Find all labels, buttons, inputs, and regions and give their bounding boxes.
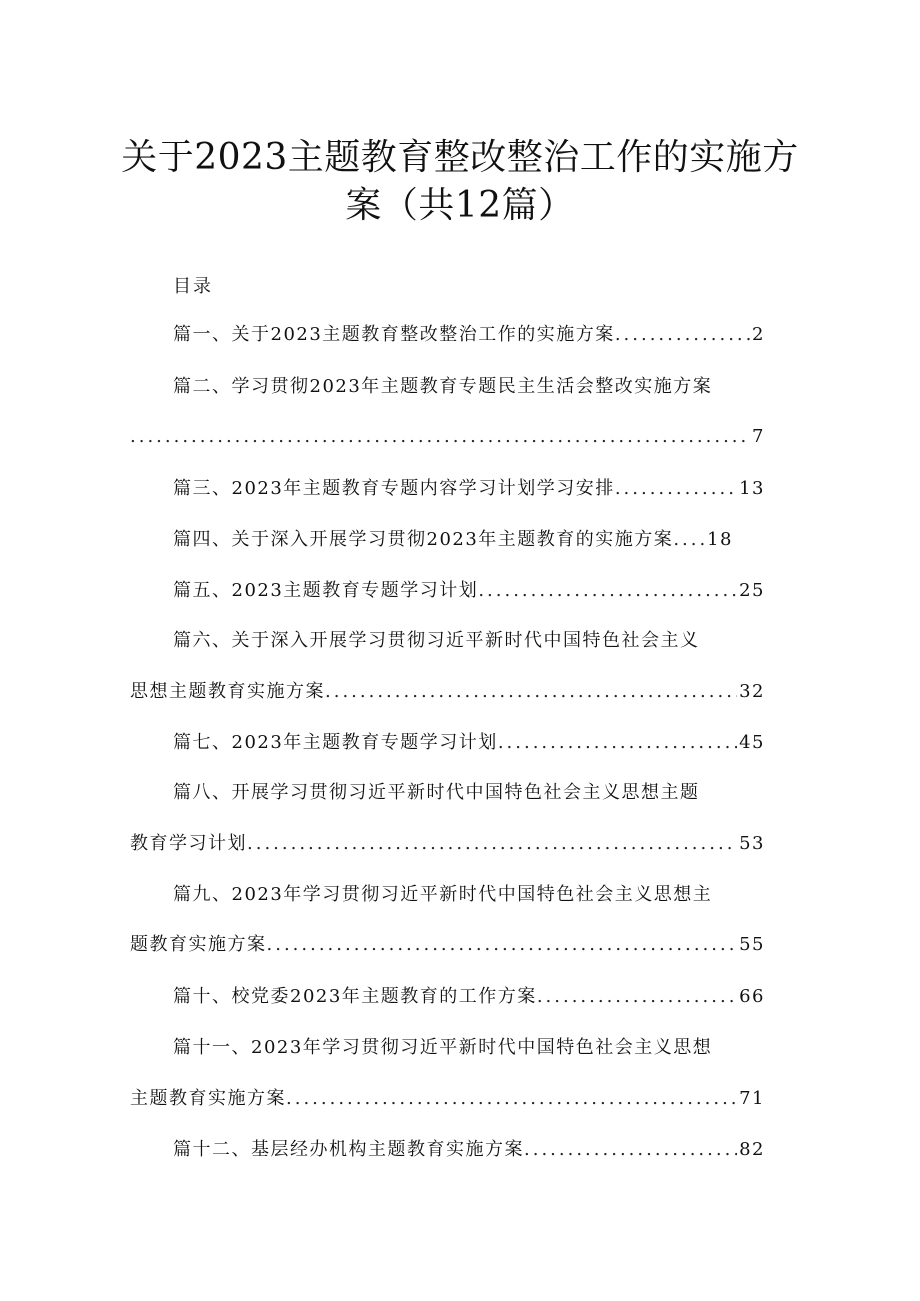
toc-entry-4[interactable]	[173, 527, 733, 553]
toc-entry-1[interactable]	[173, 322, 765, 348]
toc-entry-12[interactable]	[173, 1137, 765, 1163]
toc-entry-9-line-1[interactable]: 篇九、2023年学习贯彻习近平新时代中国特色社会主义思想主	[173, 884, 713, 905]
toc-entry-2-line-1[interactable]: 篇二、学习贯彻2023年主题教育专题民主生活会整改实施方案	[173, 376, 713, 397]
document-title-line-2: 案（共12篇）	[345, 185, 575, 226]
toc-entry-title: 篇四、关于深入开展学习贯彻2023年主题教育的实施方案	[173, 529, 674, 550]
toc-leader-dots	[325, 679, 737, 705]
toc-leader-dots	[130, 424, 750, 450]
toc-entry-title: 思想主题教育实施方案	[130, 681, 325, 702]
toc-page-number: 18	[707, 529, 733, 550]
toc-page-number: 55	[739, 934, 765, 955]
toc-leader-dots	[537, 984, 737, 1010]
toc-leader-dots	[498, 730, 737, 756]
toc-leader-dots	[615, 476, 737, 502]
toc-entry-7[interactable]	[173, 730, 765, 756]
toc-entry-11-line-2[interactable]	[130, 1086, 765, 1112]
toc-leader-dots	[524, 1137, 737, 1163]
toc-page-number: 2	[752, 324, 765, 345]
toc-entry-title: 篇十、校党委2023年主题教育的工作方案	[173, 986, 537, 1007]
toc-page-number: 66	[739, 986, 765, 1007]
toc-entry-title: 篇七、2023年主题教育专题学习计划	[173, 732, 498, 753]
toc-page-number: 71	[739, 1088, 765, 1109]
toc-entry-5[interactable]	[173, 578, 765, 604]
toc-entry-title: 篇十二、基层经办机构主题教育实施方案	[173, 1139, 524, 1160]
toc-entry-9-line-2[interactable]	[130, 932, 765, 958]
toc-leader-dots	[267, 932, 738, 958]
toc-leader-dots	[673, 527, 705, 553]
toc-page-number: 45	[739, 732, 765, 753]
toc-entry-title: 主题教育实施方案	[130, 1088, 286, 1109]
toc-entry-8-line-2[interactable]	[130, 831, 765, 857]
toc-entry-10[interactable]	[173, 984, 765, 1010]
toc-page-number: 7	[752, 426, 765, 447]
toc-entry-title: 篇一、关于2023主题教育整改整治工作的实施方案	[173, 324, 615, 345]
toc-heading: 目录	[173, 276, 213, 297]
toc-leader-dots	[247, 831, 737, 857]
toc-page-number: 13	[739, 478, 765, 499]
toc-page-number: 53	[739, 833, 765, 854]
toc-entry-6-line-1[interactable]: 篇六、关于深入开展学习贯彻习近平新时代中国特色社会主义	[173, 630, 700, 651]
document-title-line-1: 关于2023主题教育整改整治工作的实施方	[121, 137, 799, 178]
toc-page-number: 32	[739, 681, 765, 702]
toc-entry-title: 教育学习计划	[130, 833, 247, 854]
toc-page-number: 25	[739, 580, 765, 601]
toc-entry-title: 题教育实施方案	[130, 934, 267, 955]
toc-entry-2-line-2[interactable]	[130, 424, 765, 450]
toc-page-number: 82	[739, 1139, 765, 1160]
toc-entry-11-line-1[interactable]: 篇十一、2023年学习贯彻习近平新时代中国特色社会主义思想	[173, 1037, 713, 1058]
toc-entry-6-line-2[interactable]	[130, 679, 765, 705]
toc-leader-dots	[478, 578, 737, 604]
toc-entry-8-line-1[interactable]: 篇八、开展学习贯彻习近平新时代中国特色社会主义思想主题	[173, 782, 700, 803]
toc-entry-title: 篇三、2023年主题教育专题内容学习计划学习安排	[173, 478, 615, 499]
toc-leader-dots	[286, 1086, 737, 1112]
toc-leader-dots	[615, 322, 750, 348]
toc-entry-3[interactable]	[173, 476, 765, 502]
toc-entry-title: 篇五、2023主题教育专题学习计划	[173, 580, 479, 601]
